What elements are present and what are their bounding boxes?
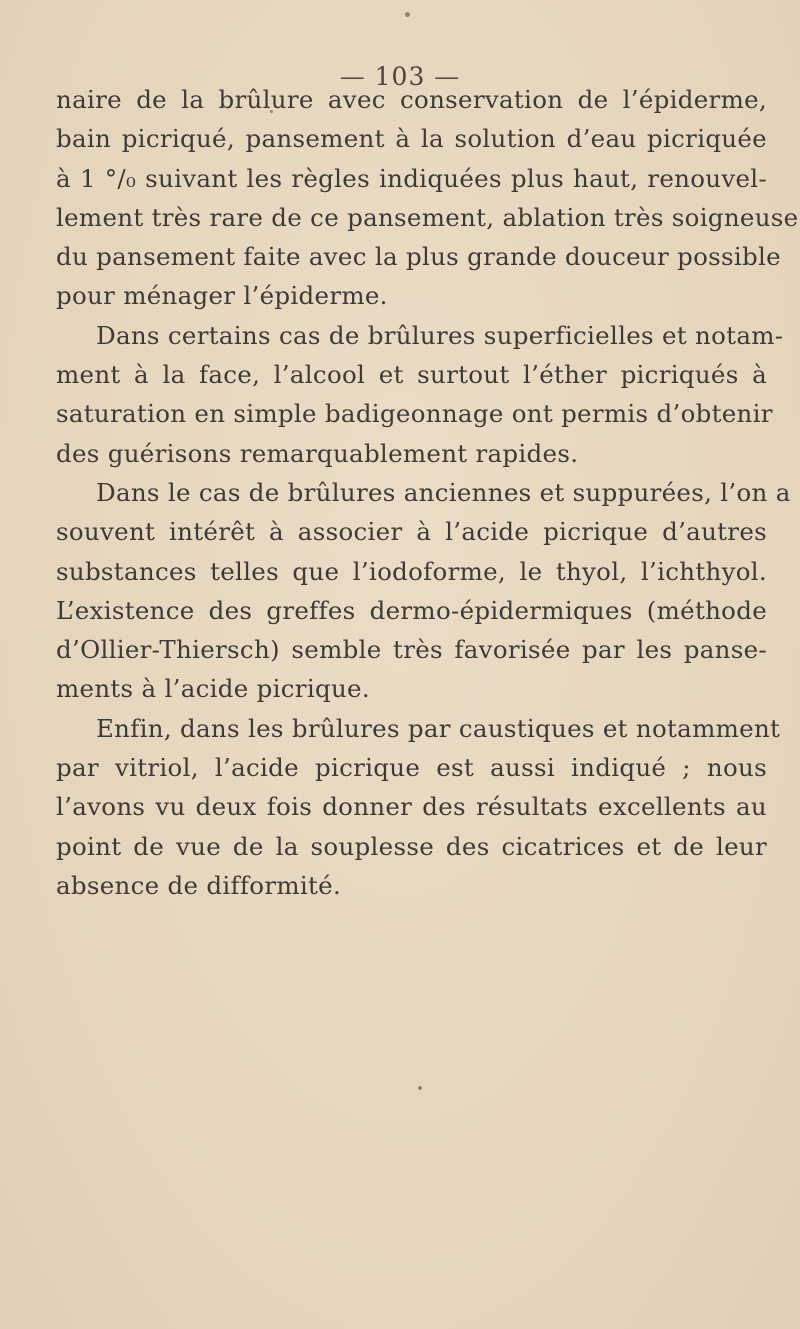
page-number: — 103 — bbox=[339, 62, 461, 91]
text-line: substances telles que l’iodoforme, le thyol, l’ichthyol. bbox=[56, 556, 767, 586]
text-line: L’existence des greffes dermo-épidermiques (méthode bbox=[56, 595, 767, 625]
text-line: pour ménager l’épiderme. bbox=[56, 281, 388, 311]
text-line: à 1 °/₀ suivant les règles indiquées plus haut, renouvel- bbox=[56, 163, 767, 193]
text-line: ment à la face, l’alcool et surtout l’éther picriqués à bbox=[56, 360, 767, 390]
text-line: point de vue de la souplesse des cicatrices et de leur bbox=[56, 831, 767, 861]
text-line: saturation en simple badigeonnage ont permis d’obtenir bbox=[56, 399, 773, 429]
text-line: Enfin, dans les brûlures par caustiques et notamment bbox=[96, 713, 781, 743]
text-line: ments à l’acide picrique. bbox=[56, 674, 370, 704]
page-number-value: 103 bbox=[374, 62, 426, 91]
text-line: des guérisons remarquablement rapides. bbox=[56, 438, 579, 468]
paragraph bbox=[56, 709, 781, 905]
text-line: absence de difformité. bbox=[56, 870, 342, 900]
ink-speck bbox=[405, 12, 410, 17]
text-line: bain picriqué, pansement à la solution d’eau picriquée bbox=[56, 124, 767, 154]
text-line: souvent intérêt à associer à l’acide picrique d’autres bbox=[56, 517, 767, 547]
text-line: Dans certains cas de brûlures superficielles et notam- bbox=[96, 320, 784, 350]
paragraph bbox=[56, 80, 799, 316]
ink-speck bbox=[418, 1086, 422, 1090]
text-line: d’Ollier-Thiersch) semble très favorisée par les panse- bbox=[56, 635, 767, 665]
paragraph bbox=[56, 316, 784, 473]
body-text bbox=[56, 80, 799, 905]
text-line: naire de la brûlure avec conservation de l’épiderme, bbox=[56, 85, 767, 114]
paragraph bbox=[56, 473, 791, 709]
text-line: du pansement faite avec la plus grande douceur possible bbox=[56, 242, 781, 272]
text-line: lement très rare de ce pansement, ablation très soigneuse bbox=[56, 202, 799, 232]
text-line: l’avons vu deux fois donner des résultats excellents au bbox=[56, 792, 767, 822]
text-line: par vitriol, l’acide picrique est aussi indiqué ; nous bbox=[56, 753, 767, 783]
text-line: Dans le cas de brûlures anciennes et suppurées, l’on a bbox=[96, 477, 791, 507]
